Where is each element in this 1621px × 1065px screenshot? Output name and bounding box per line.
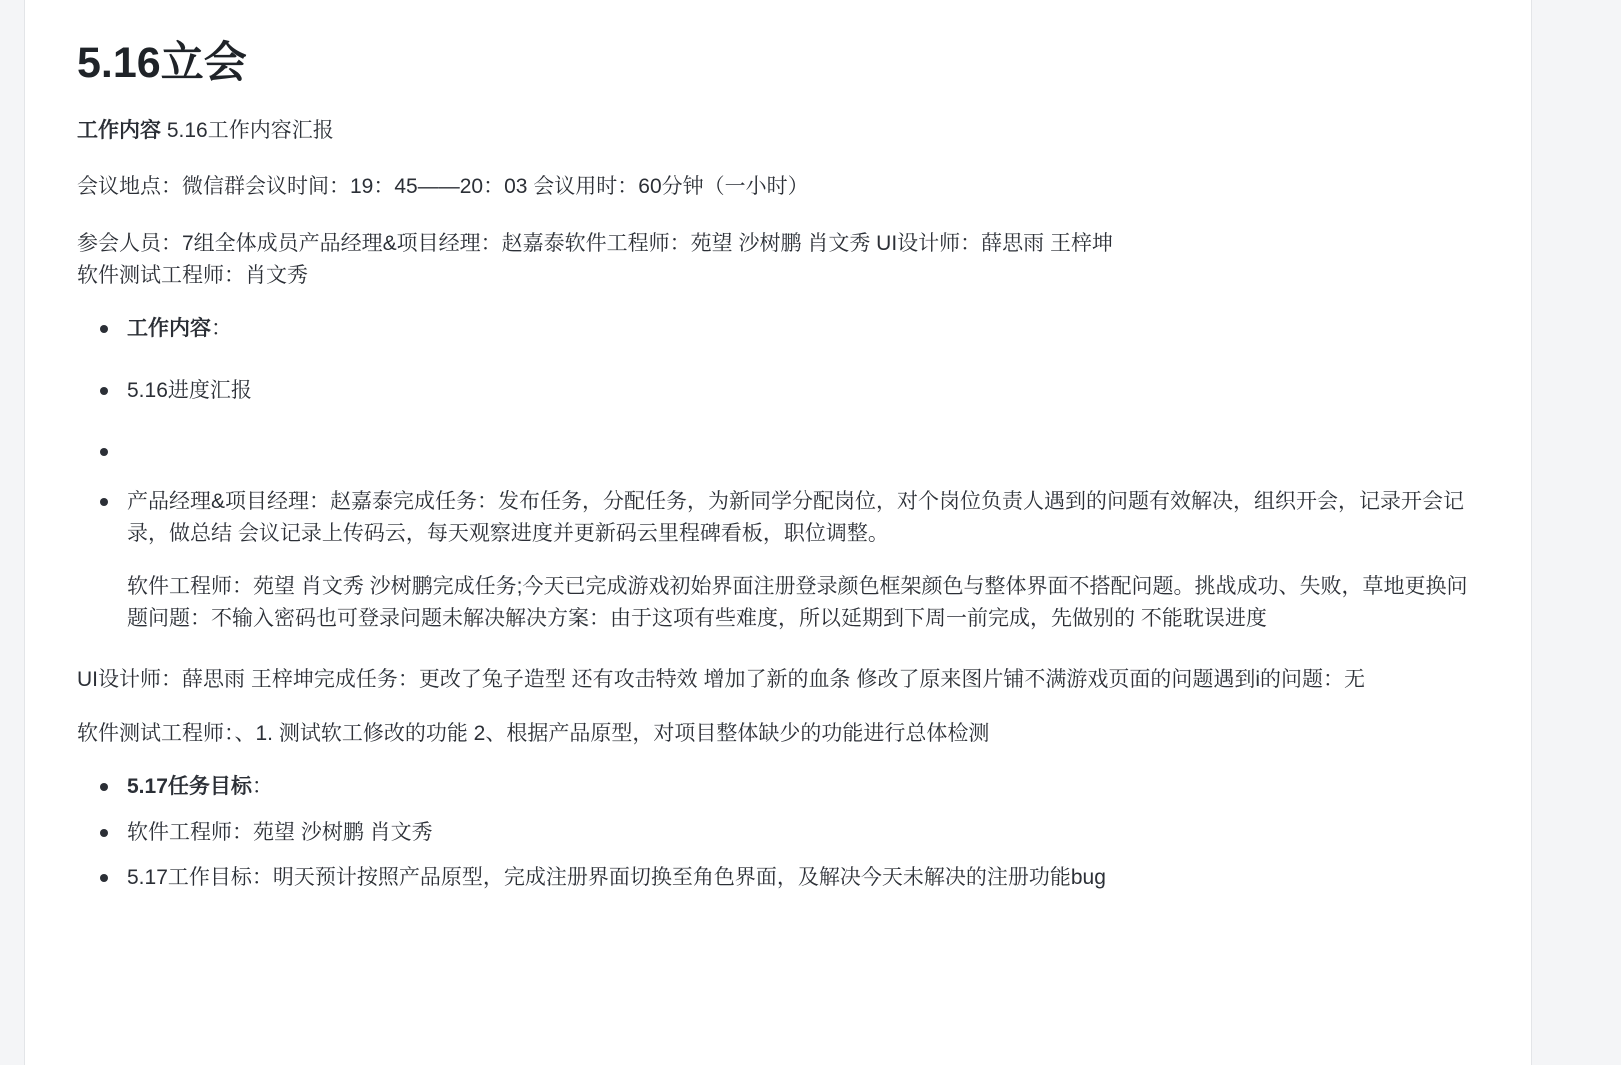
work-content-label: 工作内容 <box>77 118 161 142</box>
list-item <box>125 436 1471 458</box>
list-item <box>125 771 1471 803</box>
ui-designer-block: UI设计师：薛思雨 王梓坤完成任务：更改了兔子造型 还有攻击特效 增加了新的血条 修改了原来图片铺不满游戏页面的问题遇到i的问题：无 <box>77 668 1365 692</box>
document-page <box>24 0 1532 1065</box>
work-content-value: 5.16工作内容汇报 <box>166 118 334 142</box>
bullet-label-work-content: 工作内容 <box>127 317 211 341</box>
bullet-label-progress-report: 5.16进度汇报 <box>127 378 252 402</box>
attendees-line-1: 参会人员：7组全体成员产品经理&项目经理：赵嘉泰软件工程师：苑望 沙树鹏 肖文秀 UI设计师：薛思雨 王梓坤 <box>77 232 1114 256</box>
work-content-bullet-list <box>53 313 1471 634</box>
bullet-label-goal-engineers: 软件工程师：苑望 沙树鹏 肖文秀 <box>127 820 433 844</box>
bullet-suffix-work-content: ： <box>211 317 232 341</box>
bullet-label-goal-detail: 5.17工作目标：明天预计按照产品原型，完成注册界面切换至角色界面，及解决今天未解决的注册功能bug <box>127 866 1106 890</box>
list-item <box>125 375 1471 407</box>
meeting-info-paragraph: 会议地点：微信群会议时间：19：45——20：03 会议用时：60分钟（一小时） <box>77 175 809 199</box>
bullet-label-product-manager: 产品经理&项目经理：赵嘉泰完成任务：发布任务，分配任务，为新同学分配岗位，对个岗位负责人遇到的问题有效解决，组织开会，记录开会记录，做总结 会议记录上传码云，每天观察进度并更新码云里程碑看板，职位调整。 <box>127 490 1465 545</box>
goals-bullet-list <box>53 771 1471 894</box>
bullet-suffix-task-goal: ： <box>251 775 273 799</box>
software-engineer-paragraph: 软件工程师：苑望 肖文秀 沙树鹏完成任务;今天已完成游戏初始界面注册登录颜色框架颜色与整体界面不搭配问题。挑战成功、失败，草地更换问题问题：不输入密码也可登录问题未解决解决方案：由于这项有些难度，所以延期到下周一前完成，先做别的 不能耽误进度 <box>127 575 1468 630</box>
bullet-label-task-goal: 5.17任务目标 <box>127 775 252 799</box>
list-item <box>125 486 1471 634</box>
tester-block: 软件测试工程师：、1. 测试软工修改的功能 2、根据产品原型，对项目整体缺少的功能进行总体检测 <box>77 721 990 745</box>
list-item <box>125 817 1471 849</box>
work-content-summary <box>77 116 1471 146</box>
list-item <box>125 313 1471 345</box>
page-title: 5.16立会 <box>77 39 247 87</box>
list-item <box>125 862 1471 894</box>
attendees-line-2: 软件测试工程师：肖文秀 <box>77 263 308 287</box>
attendees-block <box>77 228 1471 291</box>
